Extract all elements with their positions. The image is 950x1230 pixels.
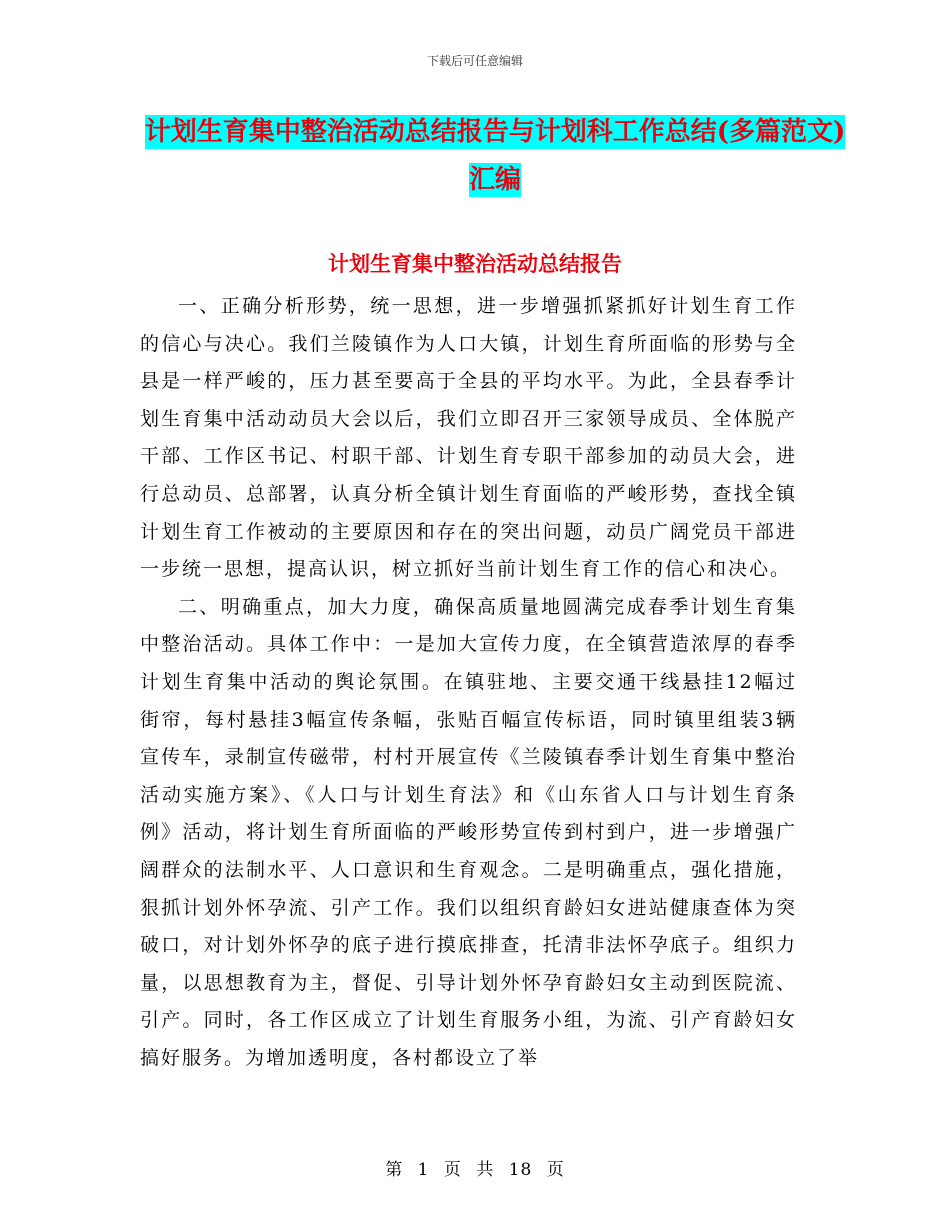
document-title — [140, 108, 850, 204]
footer-gong: 共 — [476, 1160, 495, 1180]
paragraph-1: 一、正确分析形势，统一思想，进一步增强抓紧抓好计划生育工作的信心与决心。我们兰陵镇作为人口大镇，计划生育所面临的形势与全县是一样严峻的，压力甚至要高于全县的平均水平。为此，全县春季计划生育集中活动动员大会以后，我们立即召开三家领导成员、全体脱产干部、工作区书记、村职干部、计划生育专职干部参加的动员大会，进行总动员、总部署，认真分析全镇计划生育面临的严峻形势，查找全镇计划生育工作被动的主要原因和存在的突出问题，动员广阔党员干部进一步统一思想，提高认识，树立抓好当前计划生育工作的信心和决心。 — [140, 295, 797, 581]
document-title-text: 计划生育集中整治活动总结报告与计划科工作总结(多篇范文)汇编 — [144, 117, 846, 195]
footer-ye: 页 — [443, 1160, 462, 1180]
page-header-note: 下载后可任意编辑 — [426, 54, 523, 68]
page-footer — [0, 1155, 950, 1180]
section-title: 计划生育集中整治活动总结报告 — [328, 251, 622, 276]
paragraph-2: 二、明确重点，加大力度，确保高质量地圆满完成春季计划生育集中整治活动。具体工作中：一是加大宣传力度，在全镇营造浓厚的春季计划生育集中活动的舆论氛围。在镇驻地、主要交通干线悬挂12幅过街帘，每村悬挂3幅宣传条幅，张贴百幅宣传标语，同时镇里组装3辆宣传车，录制宣传磁带，村村开展宣传《兰陵镇春季计划生育集中整治活动实施方案》、《人口与计划生育法》和《山东省人口与计划生育条例》活动，将计划生育所面临的严峻形势宣传到村到户，进一步增强广阔群众的法制水平、人口意识和生育观念。二是明确重点，强化措施，狠抓计划外怀孕流、引产工作。我们以组织育龄妇女进站健康查体为突破口，对计划外怀孕的底子进行摸底排查，托清非法怀孕底子。组织力量，以思想教育为主，督促、引导计划外怀孕育龄妇女主动到医院流、引产。同时，各工作区成立了计划生育服务小组，为流、引产育龄妇女搞好服务。为增加透明度，各村都设立了举 — [140, 595, 797, 1069]
footer-page-number: 1 — [417, 1160, 430, 1180]
footer-di: 第 — [385, 1160, 404, 1180]
document-body — [140, 288, 797, 1077]
footer-total-pages: 18 — [508, 1160, 533, 1180]
footer-ye2: 页 — [546, 1160, 565, 1180]
